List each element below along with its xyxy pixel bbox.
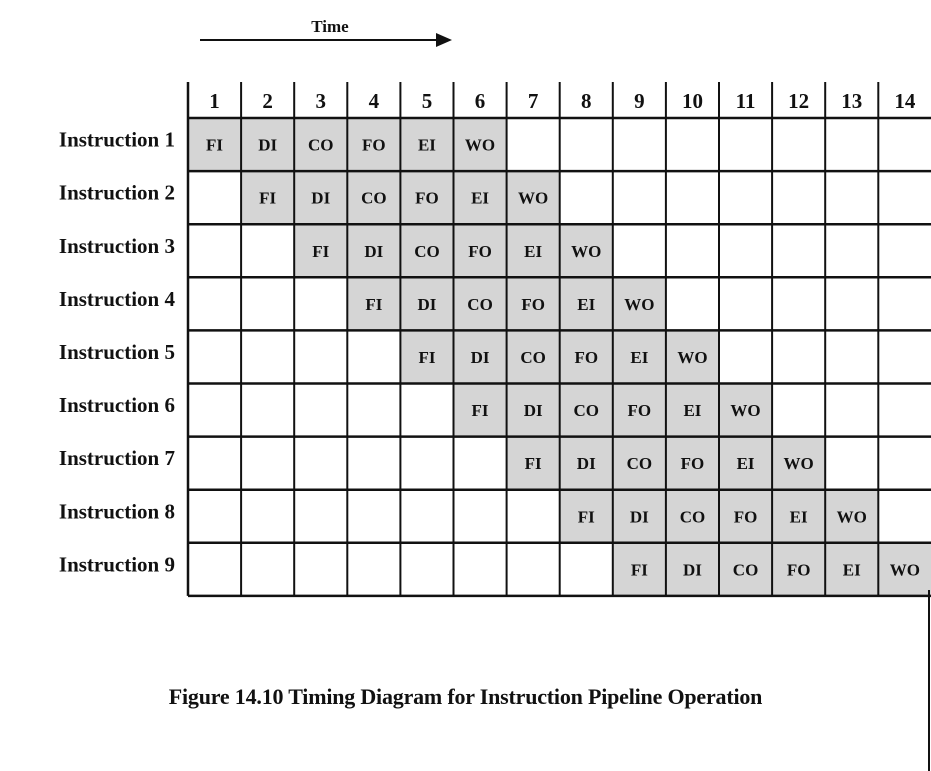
stage-label: FO: [574, 347, 599, 367]
stage-label: EI: [842, 560, 861, 580]
stage-label: FO: [415, 188, 439, 208]
stage-label: CO: [573, 401, 599, 421]
stage-label: FO: [521, 294, 545, 314]
stage-label: EI: [630, 347, 649, 367]
time-column-header: 9: [634, 89, 645, 113]
stage-label: FO: [733, 507, 758, 527]
stage-label: DI: [576, 454, 596, 474]
stage-label: CO: [679, 507, 706, 527]
stage-label: EI: [417, 135, 436, 155]
time-column-header: 10: [681, 89, 703, 113]
stage-label: CO: [732, 560, 759, 580]
stage-label: FO: [786, 560, 811, 580]
instruction-label: Instruction 4: [58, 286, 175, 311]
instruction-label: Instruction 1: [58, 127, 175, 152]
stage-label: DI: [258, 135, 278, 155]
stage-label: WO: [464, 135, 496, 155]
instruction-label: Instruction 3: [58, 233, 175, 258]
stage-label: CO: [520, 347, 546, 367]
stage-label: DI: [311, 188, 331, 208]
stage-label: FO: [468, 241, 492, 261]
stage-label: CO: [308, 135, 334, 155]
stage-label: WO: [836, 507, 867, 527]
instruction-label: Instruction 6: [58, 393, 175, 418]
time-column-header: 6: [474, 89, 486, 113]
stage-label: DI: [417, 294, 437, 314]
stage-label: DI: [629, 507, 649, 527]
instruction-label: Instruction 9: [58, 552, 175, 577]
stage-label: EI: [471, 188, 490, 208]
stage-label: EI: [789, 507, 808, 527]
time-label: Time: [311, 17, 349, 36]
stage-label: DI: [470, 347, 490, 367]
time-column-header: 4: [368, 89, 380, 113]
stage-label: FI: [365, 294, 383, 314]
stage-label: CO: [467, 294, 493, 314]
time-column-header: 1: [209, 89, 220, 113]
stage-label: CO: [414, 241, 440, 261]
stage-label: FO: [680, 454, 705, 474]
stage-label: WO: [730, 401, 761, 421]
stage-label: EI: [736, 454, 755, 474]
stage-label: FO: [627, 401, 652, 421]
stage-label: EI: [683, 401, 702, 421]
stage-label: FI: [630, 560, 648, 580]
time-column-header: 7: [527, 89, 539, 113]
time-column-header: 12: [788, 89, 810, 113]
stage-label: WO: [889, 560, 920, 580]
stage-label: FI: [471, 401, 489, 421]
time-column-header: 14: [894, 89, 916, 113]
stage-label: DI: [682, 560, 702, 580]
stage-label: CO: [626, 454, 653, 474]
right-border-line: [928, 590, 930, 771]
instruction-label: Instruction 2: [58, 180, 175, 205]
stage-label: FI: [206, 135, 224, 155]
time-column-header: 5: [421, 89, 433, 113]
stage-label: WO: [624, 294, 655, 314]
stage-label: CO: [361, 188, 387, 208]
time-column-header: 8: [581, 89, 592, 113]
instruction-label: Instruction 5: [58, 339, 175, 364]
stage-label: EI: [524, 241, 543, 261]
stage-label: FI: [312, 241, 330, 261]
time-column-header: 2: [262, 89, 273, 113]
time-column-header: 11: [735, 89, 756, 113]
stage-label: FI: [577, 507, 595, 527]
instruction-label: Instruction 7: [58, 446, 175, 471]
stage-label: WO: [677, 347, 708, 367]
time-column-header: 3: [315, 89, 326, 113]
stage-label: DI: [523, 401, 543, 421]
stage-label: FO: [362, 135, 386, 155]
stage-label: FI: [259, 188, 277, 208]
stage-label: EI: [577, 294, 596, 314]
stage-label: DI: [364, 241, 384, 261]
time-column-header: 13: [841, 89, 863, 113]
instruction-label: Instruction 8: [58, 499, 175, 524]
stage-label: WO: [518, 188, 549, 208]
figure-caption: Figure 14.10 Timing Diagram for Instruction Pipeline Operation: [168, 684, 763, 709]
stage-label: FI: [524, 454, 542, 474]
stage-label: FI: [418, 347, 436, 367]
stage-label: WO: [571, 241, 602, 261]
time-arrow-head: [436, 33, 452, 47]
stage-label: WO: [783, 454, 814, 474]
